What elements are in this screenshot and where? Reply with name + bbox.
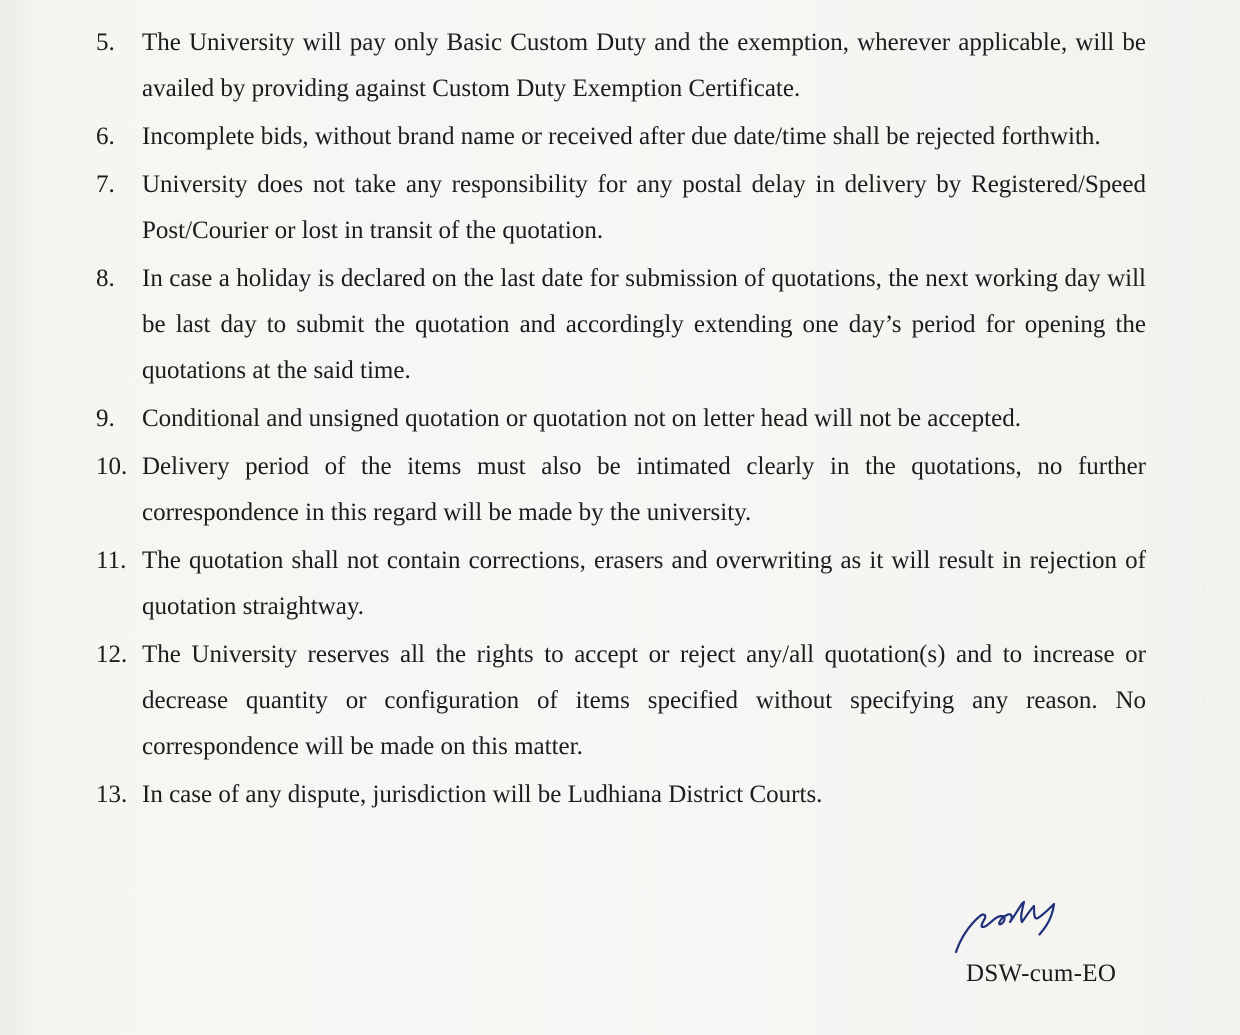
clause-text: In case a holiday is declared on the last date for submission of quotations, the next working day will be last day to submit the quotation and accordingly extending one day’s period for opening the quotations at the said time. [142,265,1146,384]
clause-number: 13. [96,781,128,808]
signatory-designation: DSW-cum-EO [966,960,1117,987]
clause-item [96,114,1146,160]
clause-number: 10. [96,453,128,480]
clause-text: Incomplete bids, without brand name or received after due date/time shall be rejected forthwith. [142,123,1101,150]
clause-item [96,162,1146,254]
clause-text: Conditional and unsigned quotation or quotation not on letter head will not be accepted. [142,405,1021,432]
clause-number: 9. [96,405,115,432]
clause-number: 5. [96,29,115,56]
clause-item [96,396,1146,442]
clause-item [96,20,1146,112]
clause-text: The quotation shall not contain corrections, erasers and overwriting as it will result in rejection of quotation straightway. [142,547,1146,620]
clause-text: The University will pay only Basic Custom Duty and the exemption, wherever applicable, will be availed by providing against Custom Duty Exemption Certificate. [142,29,1146,102]
clause-number: 6. [96,123,115,150]
signature-stroke [956,902,1054,952]
scan-speck: · [1203,584,1206,594]
handwritten-signature [950,896,1090,958]
clause-text: In case of any dispute, jurisdiction will be Ludhiana District Courts. [142,781,823,808]
terms-list [96,20,1146,820]
clause-item [96,444,1146,536]
clause-text: University does not take any responsibility for any postal delay in delivery by Registered/Speed Post/Courier or lost in transit of the quotation. [142,171,1146,244]
scan-speck: · [1203,696,1206,706]
clause-number: 11. [96,547,127,574]
clause-text: Delivery period of the items must also be intimated clearly in the quotations, no further correspondence in this regard will be made by the university. [142,453,1146,526]
clause-number: 7. [96,171,115,198]
clause-number: 8. [96,265,115,292]
clause-text: The University reserves all the rights to accept or reject any/all quotation(s) and to increase or decrease quantity or configuration of items specified without specifying any reason. No correspondence will be made on this matter. [142,641,1146,760]
clause-number: 12. [96,641,128,668]
clause-item [96,632,1146,770]
clause-item [96,772,1146,818]
clause-item [96,538,1146,630]
clause-item [96,256,1146,394]
